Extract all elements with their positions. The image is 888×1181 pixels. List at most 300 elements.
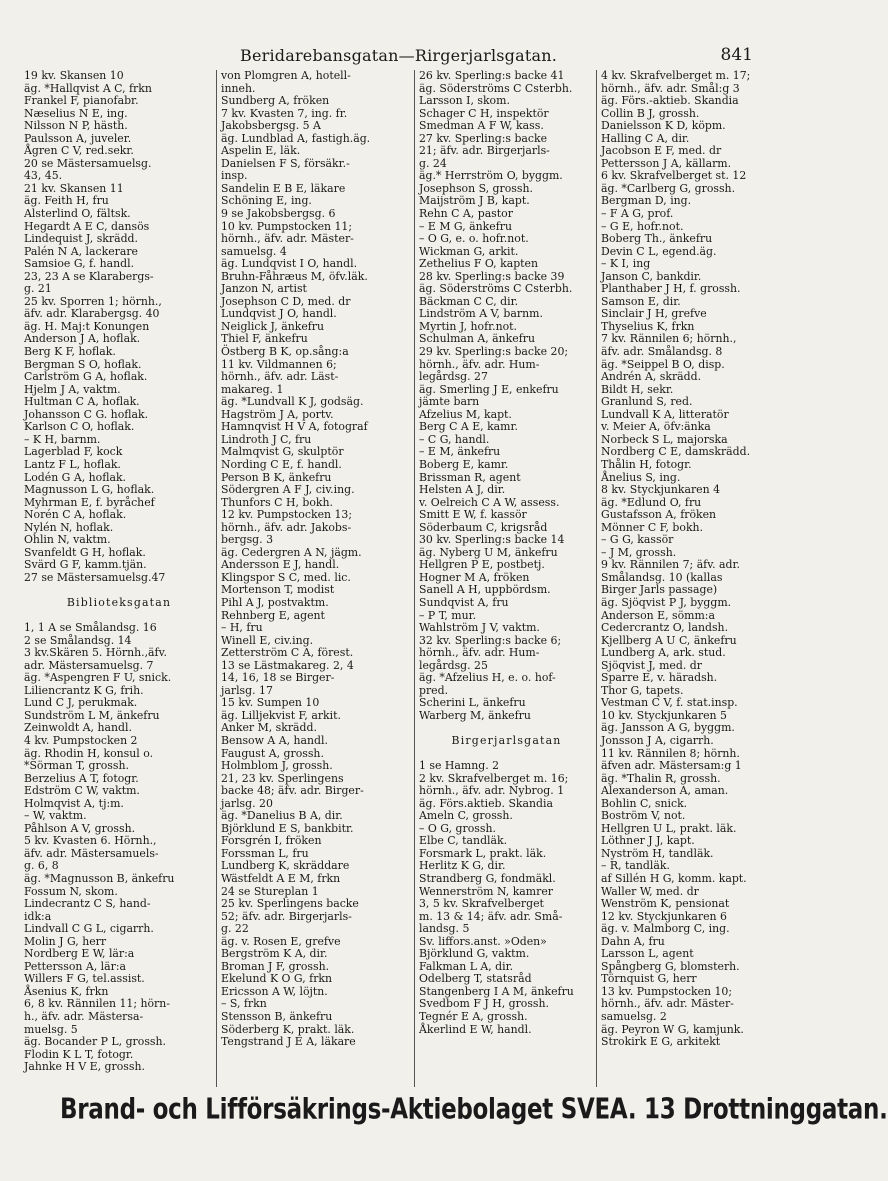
directory-entry: Spångberg G, blomsterh. <box>601 959 740 973</box>
directory-entry: Liliencrantz K G, frih. <box>24 683 144 697</box>
directory-entry: Bergman S O, hoflak. <box>24 357 142 371</box>
directory-entry: Nyström H, tandläk. <box>601 846 714 860</box>
directory-entry: m. 13 & 14; äfv. adr. Små- <box>419 909 563 923</box>
directory-entry: samuelsg. 4 <box>221 244 287 258</box>
directory-entry: 3 kv.Skären 5. Hörnh.,äfv. <box>24 646 167 660</box>
directory-entry: Bensow A A, handl. <box>221 733 328 747</box>
directory-entry: hörnh., äfv. adr. Läst- <box>221 370 339 384</box>
directory-entry: Holmqvist A, tj:m. <box>24 796 124 810</box>
directory-entry: hörnh., äfv. adr. Mäster- <box>601 997 734 1011</box>
directory-entry: Næselius N E, ing. <box>24 106 128 120</box>
directory-entry: Myhrman E, f. byråchef <box>24 495 155 509</box>
directory-entry: Waller W, med. dr <box>601 884 699 898</box>
directory-entry: 12 kv. Pumpstocken 13; <box>221 508 353 522</box>
directory-entry: Ameln C, grossh. <box>419 809 513 823</box>
directory-entry: Anderson J A, hoflak. <box>24 332 141 346</box>
directory-entry: 28 kv. Sperling:s backe 39 <box>419 269 565 283</box>
directory-entry: 21, 23 kv. Sperlingens <box>221 771 344 785</box>
directory-entry: 27 se Mästersamuelsg.47 <box>24 570 166 584</box>
directory-entry: Pettersson A, lär:a <box>24 959 127 973</box>
directory-entry: Ericsson A W, löjtn. <box>221 984 328 998</box>
directory-entry: äg. *Aspengren F U, snick. <box>24 671 172 685</box>
directory-entry: Karlson C O, hoflak. <box>24 420 135 434</box>
directory-entry: Jonsson J A, cigarrh. <box>601 733 714 747</box>
directory-entry: Halling C A, dir. <box>601 131 690 145</box>
directory-entry: 26 kv. Sperling:s backe 41 <box>419 69 565 82</box>
directory-entry: g. 22 <box>221 922 249 936</box>
directory-entry: äg. Lundblad A, fastigh.äg. <box>221 131 371 145</box>
directory-entry: Gustafsson A, fröken <box>601 508 717 522</box>
directory-entry: Alexanderson A, aman. <box>601 784 729 798</box>
directory-entry: Sanell A H, uppbördsm. <box>419 583 551 597</box>
directory-entry: 20 se Mästersamuelsg. <box>24 156 152 170</box>
directory-entry: Schöning E, ing. <box>221 194 312 208</box>
directory-entry: samuelsg. 2 <box>601 1010 667 1024</box>
directory-entry: 14, 16, 18 se Birger- <box>221 671 335 685</box>
directory-entry: 10 kv. Pumpstocken 11; <box>221 219 353 233</box>
directory-entry: *Sörman T, grossh. <box>24 759 129 773</box>
directory-entry: Mortenson T, modist <box>221 583 335 597</box>
directory-entry: Myrtin J, hofr.not. <box>419 319 517 333</box>
directory-entry: hörnh., äfv. adr. Hum- <box>419 357 540 371</box>
directory-entry: 25 kv. Sperlingens backe <box>221 897 359 911</box>
directory-entry: Hjelm J A, vaktm. <box>24 382 121 396</box>
directory-entry: äg. Feith H, fru <box>24 194 109 208</box>
directory-entry: Åkerlind E W, handl. <box>419 1022 532 1036</box>
directory-entry: Boberg Th., änkefru <box>601 232 713 246</box>
directory-entry: g. 24 <box>419 156 447 170</box>
directory-entry: 7 kv. Kvasten 7, ing. fr. <box>221 106 348 120</box>
directory-entry: Svedbom F J H, grossh. <box>419 997 550 1011</box>
directory-entry: – H, fru <box>221 621 263 635</box>
directory-entry: Wickman G, arkit. <box>419 244 519 258</box>
directory-entry: g. 21 <box>24 282 52 296</box>
directory-entry: Person B K, änkefru <box>221 470 332 484</box>
directory-entry: Sinclair J H, grefve <box>601 307 707 321</box>
directory-entry: Sandelin E B E, läkare <box>221 181 346 195</box>
directory-entry: – C G, handl. <box>419 432 490 446</box>
directory-entry: Smitt E W, f. kassör <box>419 508 527 522</box>
directory-entry: Andersson E J, handl. <box>221 558 340 572</box>
directory-entry: Zethelius F O, kapten <box>419 257 539 271</box>
directory-entry: g. 6, 8 <box>24 859 59 873</box>
directory-entry: Planthaber J H, f. grossh. <box>601 282 741 296</box>
directory-entry: Forsgrén I, fröken <box>221 834 322 848</box>
directory-entry: Winell E, civ.ing. <box>221 633 314 647</box>
directory-entry: Scherini L, änkefru <box>419 696 526 710</box>
directory-entry: äg. Sjöqvist P J, byggm. <box>601 595 732 609</box>
directory-entry: Bohlin C, snick. <box>601 796 688 810</box>
directory-entry: Bildt H, sekr. <box>601 382 674 396</box>
directory-entry: – F A G, prof. <box>601 207 674 221</box>
directory-entry: Josephson C D, med. dr <box>221 294 351 308</box>
directory-entry: Åsenius K, frkn <box>24 984 109 998</box>
directory-entry: Wenström K, pensionat <box>601 897 730 911</box>
directory-entry: Lindroth J C, fru <box>221 432 312 446</box>
directory-entry: Södergren A F J, civ.ing. <box>221 483 355 497</box>
directory-entry: Kjellberg A U C, änkefru <box>601 633 737 647</box>
directory-entry: h., äfv. adr. Mästersa- <box>24 1010 144 1024</box>
directory-entry: hörnh., äfv. adr. Mäster- <box>221 232 354 246</box>
directory-entry: Ånelius S, ing. <box>601 470 681 484</box>
directory-entry: 13 se Lästmakareg. 2, 4 <box>221 658 354 672</box>
directory-entry: Mönner C F, bokh. <box>601 520 704 534</box>
directory-entry: pred. <box>419 683 449 697</box>
directory-entry: Löthner J J, kapt. <box>601 834 695 848</box>
directory-entry: Forssman L, fru <box>221 846 309 860</box>
directory-entry: 6, 8 kv. Rännilen 11; hörn- <box>24 997 170 1011</box>
directory-entry: – R, tandläk. <box>601 859 670 873</box>
directory-entry: Odelberg T, statsråd <box>419 972 532 986</box>
directory-entry: äg. *Hallqvist A C, frkn <box>24 81 152 95</box>
directory-entry: Fossum N, skom. <box>24 884 118 898</box>
directory-entry: v. Oelreich C A W, assess. <box>419 495 560 509</box>
directory-entry: 29 kv. Sperling:s backe 20; <box>419 345 569 359</box>
directory-entry: – G G, kassör <box>601 533 674 547</box>
directory-entry: äg. Söderströms C Csterbh. <box>419 81 573 95</box>
directory-entry: Strandberg G, fondmäkl. <box>419 872 556 885</box>
directory-entry: Edström C W, vaktm. <box>24 784 140 798</box>
directory-entry: 23, 23 A se Klarabergs- <box>24 269 154 283</box>
directory-entry: – E M, änkefru <box>419 445 501 459</box>
directory-entry: Sundberg A, fröken <box>221 94 330 108</box>
directory-entry: Lundberg A, ark. stud. <box>601 646 726 660</box>
directory-entry: 21; äfv. adr. Birgerjarls- <box>419 144 550 158</box>
directory-entry: äg. Peyron W G, kamjunk. <box>601 1022 744 1036</box>
directory-entry: – E M G, änkefru <box>419 219 512 233</box>
directory-entry: 1 se Hamng. 2 <box>419 759 500 773</box>
directory-entry: Larsson I, skom. <box>419 94 510 108</box>
directory-entry: Sjöqvist J, med. dr <box>601 658 702 672</box>
directory-entry: Molin J G, herr <box>24 934 107 948</box>
directory-entry: Danielsson K D, köpm. <box>601 119 726 133</box>
directory-entry: 19 kv. Skansen 10 <box>24 69 124 82</box>
directory-entry: Frankel F, pianofabr. <box>24 94 139 108</box>
directory-entry: jarlsg. 17 <box>221 683 273 697</box>
directory-entry: Berg C A E, kamr. <box>419 420 518 434</box>
directory-entry: Berzelius A T, fotogr. <box>24 771 139 785</box>
directory-entry: 30 kv. Sperling:s backe 14 <box>419 533 565 547</box>
directory-entry: 2 se Smålandsg. 14 <box>24 633 132 647</box>
directory-entry: äg. *Danelius B A, dir. <box>221 809 343 823</box>
directory-entry: Nilsson N P, hästh. <box>24 119 128 133</box>
column-1 <box>20 70 216 1087</box>
directory-entry: Jakobsbergsg. 5 A <box>221 119 321 133</box>
directory-entry: Lantz F L, hoflak. <box>24 457 121 471</box>
directory-entry: 43, 45. <box>24 169 63 183</box>
advert-address: 13 Drottninggatan. <box>643 1094 888 1126</box>
directory-columns <box>20 70 780 1087</box>
directory-entry: äg. Förs.-aktieb. Skandia <box>601 94 739 108</box>
directory-entry: äg. Cedergren A N, jägm. <box>221 545 362 559</box>
directory-entry: Johansson C G. hoflak. <box>24 407 149 421</box>
directory-entry: 12 kv. Styckjunkaren 6 <box>601 909 727 923</box>
directory-entry: Tengstrand J E A, läkare <box>221 1035 356 1049</box>
directory-entry: Lundberg K, skräddare <box>221 859 350 873</box>
page-number: 841 <box>720 45 753 65</box>
directory-entry: Sundström L M, änkefru <box>24 708 160 722</box>
directory-entry: äg. Rhodin H, konsul o. <box>24 746 154 760</box>
directory-entry: Boberg E, kamr. <box>419 457 509 471</box>
directory-entry: Söderberg K, prakt. läk. <box>221 1022 355 1036</box>
directory-entry: Andrén A, skrädd. <box>601 370 702 384</box>
directory-entry: Flodin K L T, fotogr. <box>24 1047 134 1061</box>
directory-entry: 4 kv. Pumpstocken 2 <box>24 733 138 747</box>
footer-advertisement <box>60 1094 888 1126</box>
directory-entry: Hellgren U L, prakt. läk. <box>601 821 737 835</box>
directory-entry: 11 kv. Rännilen 8; hörnh. <box>601 746 740 760</box>
directory-entry: Samson E, dir. <box>601 294 681 308</box>
running-title: Beridarebansgatan—Rirgerjarlsgatan. <box>239 46 558 65</box>
directory-entry: backe 48; äfv. adr. Birger- <box>221 784 364 798</box>
directory-entry: Paulsson A, juveler. <box>24 131 132 145</box>
directory-entry: Nording C E, f. handl. <box>221 457 342 471</box>
directory-entry: Lindecrantz C S, hand- <box>24 897 151 911</box>
column-2 <box>216 70 414 1087</box>
directory-entry: äg. *Edlund O, fru <box>601 495 702 509</box>
directory-entry: Sundqvist A, fru <box>419 595 509 609</box>
directory-entry: äg. *Thalin R, grossh. <box>601 771 721 785</box>
directory-entry: – S, frkn <box>221 997 267 1011</box>
directory-entry: Zetterström C A, förest. <box>221 646 354 660</box>
directory-entry: jarlsg. 20 <box>221 796 273 810</box>
directory-entry: – K I, ing <box>601 257 651 271</box>
directory-entry: äg. v. Malmborg C, ing. <box>601 922 730 936</box>
directory-entry: von Plomgren A, hotell- <box>221 69 351 82</box>
directory-entry: Ågren C V, red.sekr. <box>24 144 134 158</box>
directory-entry: Stensson B, änkefru <box>221 1010 333 1024</box>
directory-entry: Jahnke H V E, grossh. <box>24 1060 145 1074</box>
directory-entry: Neiglick J, änkefru <box>221 319 325 333</box>
directory-entry: 8 kv. Styckjunkaren 4 <box>601 483 721 497</box>
directory-entry: 3, 5 kv. Skrafvelberget <box>419 897 544 911</box>
directory-entry: Lagerblad F, kock <box>24 445 123 459</box>
directory-entry: Hellgren P E, postbetj. <box>419 558 545 572</box>
directory-entry: – P T, mur. <box>419 608 477 622</box>
directory-entry: idk:a <box>24 909 52 923</box>
directory-entry: Stangenberg I A M, änkefru <box>419 984 574 998</box>
directory-entry: Törnquist G, herr <box>601 972 697 986</box>
directory-entry: Thiel F, änkefru <box>221 332 308 346</box>
directory-entry: äfv. adr. Smålandsg. 8 <box>601 345 723 359</box>
directory-entry: Magnusson L G, hoflak. <box>24 483 155 497</box>
directory-entry: Strokirk E G, arkitekt <box>601 1035 721 1049</box>
directory-entry: 10 kv. Styckjunkaren 5 <box>601 708 727 722</box>
directory-entry: äg. Nyberg U M, änkefru <box>419 545 558 559</box>
directory-entry: Björklund G, vaktm. <box>419 947 530 961</box>
directory-entry: Forsmark L, prakt. läk. <box>419 846 547 860</box>
advert-company: Brand- och Lifförsäkrings-Aktiebolaget SVEA. <box>60 1094 637 1126</box>
directory-entry: Holmblom J, grossh. <box>221 759 333 773</box>
directory-entry: Palén N A, lackerare <box>24 244 138 258</box>
directory-entry: muelsg. 5 <box>24 1022 78 1036</box>
directory-entry: äg. Lilljekvist F, arkit. <box>221 708 341 722</box>
directory-entry: äg.* Herrström O, byggm. <box>419 169 563 183</box>
directory-entry: Carlström G A, hoflak. <box>24 370 148 384</box>
directory-entry: äg. *Lundvall K J, godsäg. <box>221 395 364 409</box>
directory-entry: Hegardt A E C, dansös <box>24 219 150 233</box>
directory-entry: Willers F G, tel.assist. <box>24 972 145 986</box>
directory-entry: inneh. <box>221 81 256 95</box>
directory-entry: – K H, barnm. <box>24 432 101 446</box>
directory-entry: Lodén G A, hoflak. <box>24 470 127 484</box>
directory-entry: 4 kv. Skrafvelberget m. 17; <box>601 69 751 82</box>
directory-entry: Svanfeldt G H, hoflak. <box>24 545 146 559</box>
section-heading: Birgerjarlsgatan <box>451 733 562 747</box>
directory-entry: Norbeck S L, majorska <box>601 432 728 446</box>
directory-entry: äg. Jansson A G, byggm. <box>601 721 735 735</box>
directory-entry: 2 kv. Skrafvelberget m. 16; <box>419 771 569 785</box>
directory-entry: Lund C J, perukmak. <box>24 696 138 710</box>
directory-entry: Josephson S, grossh. <box>419 181 533 195</box>
directory-entry: – J M, grossh. <box>601 545 677 559</box>
directory-entry: Danielsen F S, försäkr.- <box>221 156 350 170</box>
directory-entry: äg. *Afzelius H, e. o. hof- <box>419 671 556 685</box>
directory-entry: Janzon N, artist <box>221 282 307 296</box>
directory-entry: Pettersson J A, källarm. <box>601 156 732 170</box>
directory-entry: äg. *Seippel B O, disp. <box>601 357 725 371</box>
directory-entry: v. Meier A, öfv:änka <box>601 420 711 434</box>
directory-entry: Falkman L A, dir. <box>419 959 514 973</box>
directory-entry: Nylén N, hoflak. <box>24 520 114 534</box>
directory-entry: 7 kv. Rännilen 6; hörnh., <box>601 332 737 346</box>
directory-entry: Sv. liffors.anst. »Oden» <box>419 934 547 948</box>
directory-entry: Maijström J B, kapt. <box>419 194 530 208</box>
directory-entry: Svärd G F, kamm.tjän. <box>24 558 147 572</box>
directory-entry: Warberg M, änkefru <box>419 708 531 722</box>
directory-entry: 27 kv. Sperling:s backe <box>419 131 548 145</box>
directory-entry: Schager C H, inspektör <box>419 106 549 120</box>
directory-entry: äg. Lundqvist I O, handl. <box>221 257 358 271</box>
directory-entry: Thunfors C H, bokh. <box>221 495 333 509</box>
directory-entry: Zeinwoldt A, handl. <box>24 721 132 735</box>
directory-entry: Jacobson E F, med. dr <box>601 144 722 158</box>
directory-entry: Ekelund K O G, frkn <box>221 972 333 986</box>
directory-entry: af Sillén H G, komm. kapt. <box>601 872 747 885</box>
directory-entry: Wahlström J V, vaktm. <box>419 621 540 635</box>
directory-entry: äg. Söderströms C Csterbh. <box>419 282 573 296</box>
directory-entry: Herlitz K G, dir. <box>419 859 506 873</box>
directory-entry: 6 kv. Skrafvelberget st. 12 <box>601 169 747 183</box>
directory-entry: Boström V, not. <box>601 809 686 823</box>
column-3 <box>414 70 596 1087</box>
directory-entry: Nordberg E W, lär:a <box>24 947 135 961</box>
directory-entry: äg. H. Maj:t Konungen <box>24 319 150 333</box>
directory-entry: legårdsg. 25 <box>419 658 488 672</box>
directory-entry: Klingspor S C, med. lic. <box>221 570 351 584</box>
directory-entry: 5 kv. Kvasten 6. Hörnh., <box>24 834 157 848</box>
directory-entry: Nordberg C E, damskrädd. <box>601 445 751 459</box>
directory-entry: Thor G, tapets. <box>601 683 684 697</box>
directory-entry: Bergman D, ing. <box>601 194 692 208</box>
directory-entry: Afzelius M, kapt. <box>419 407 512 421</box>
page-header <box>0 46 797 66</box>
directory-entry: – W, vaktm. <box>24 809 87 823</box>
directory-entry: Faugust A, grossh. <box>221 746 324 760</box>
directory-entry: Wästfeldt A E M, frkn <box>221 872 341 885</box>
directory-entry: Thyselius K, frkn <box>601 319 695 333</box>
directory-entry: Birger Jarls passage) <box>601 583 718 597</box>
directory-entry: bergsg. 3 <box>221 533 274 547</box>
directory-entry: Vestman C V, f. stat.insp. <box>601 696 738 710</box>
directory-entry: Påhlson A V, grossh. <box>24 821 136 835</box>
directory-entry: Lindström A V, barnm. <box>419 307 543 321</box>
directory-entry: Hogner M A, fröken <box>419 570 530 584</box>
directory-entry: Schulman A, änkefru <box>419 332 535 346</box>
directory-entry: Rehn C A, pastor <box>419 207 513 221</box>
directory-entry: jämte barn <box>419 395 480 409</box>
directory-entry: Collin B J, grossh. <box>601 106 700 120</box>
directory-entry: Söderbaum C, krigsråd <box>419 520 548 534</box>
directory-entry: Samsioe G, f. handl. <box>24 257 135 271</box>
directory-entry: Aspelin E, läk. <box>221 144 301 158</box>
directory-entry: Lindequist J, skrädd. <box>24 232 138 246</box>
directory-entry: 52; äfv. adr. Birgerjarls- <box>221 909 352 923</box>
directory-entry: Hamnqvist H V A, fotograf <box>221 420 368 434</box>
directory-entry: 21 kv. Skansen 11 <box>24 181 124 195</box>
directory-entry: Rehnberg E, agent <box>221 608 325 622</box>
directory-entry: makareg. 1 <box>221 382 284 396</box>
directory-entry: – G E, hofr.not. <box>601 219 684 233</box>
directory-entry: Hagström J A, portv. <box>221 407 334 421</box>
directory-entry: Smedman A F W, kass. <box>419 119 544 133</box>
directory-entry: – O G, grossh. <box>419 821 496 835</box>
directory-entry: Malmqvist G, skulptör <box>221 445 344 459</box>
directory-entry: äg. Förs.aktieb. Skandia <box>419 796 553 810</box>
directory-entry: 1, 1 A se Smålandsg. 16 <box>24 621 157 635</box>
directory-entry: Broman J F, grossh. <box>221 959 330 973</box>
directory-entry: Lindvall C G L, cigarrh. <box>24 922 154 936</box>
directory-entry: Anker M, skrädd. <box>221 721 317 735</box>
directory-entry: Tegnér E A, grossh. <box>419 1010 528 1024</box>
directory-entry: Smålandsg. 10 (kallas <box>601 570 723 584</box>
directory-entry: äfv. adr. Mästersamuels- <box>24 846 159 860</box>
directory-entry: insp. <box>221 169 248 183</box>
directory-entry: Hultman C A, hoflak. <box>24 395 140 409</box>
directory-entry: äg. Smerling J E, enkefru <box>419 382 559 396</box>
directory-entry: Alsterlind O, fältsk. <box>24 207 131 221</box>
directory-entry: hörnh., äfv. adr. Jakobs- <box>221 520 352 534</box>
directory-entry: Wennerström N, kamrer <box>419 884 553 898</box>
directory-entry: Granlund S, red. <box>601 395 693 409</box>
directory-entry: Anderson E, sömm:a <box>601 608 715 622</box>
directory-entry: äg. v. Rosen E, grefve <box>221 934 341 948</box>
directory-entry: Pihl A J, postvaktm. <box>221 595 329 609</box>
directory-entry: Norén C A, hoflak. <box>24 508 127 522</box>
directory-entry: hörnh., äfv. adr. Smål:g 3 <box>601 81 740 95</box>
directory-entry: Berg K F, hoflak. <box>24 345 116 359</box>
directory-entry: Elbe C, tandläk. <box>419 834 508 848</box>
directory-entry: Lundvall K A, litteratör <box>601 407 729 421</box>
directory-entry: 9 kv. Rännilen 7; äfv. adr. <box>601 558 740 572</box>
directory-entry: äfv. adr. Klarabergsg. 40 <box>24 307 160 321</box>
directory-entry: Bäckman C C, dir. <box>419 294 519 308</box>
directory-entry: Bruhn-Fåhræus M, öfv.läk. <box>221 269 368 283</box>
section-heading: Biblioteksgatan <box>66 595 172 609</box>
directory-entry: äg. *Carlberg G, grossh. <box>601 181 736 195</box>
directory-entry: landsg. 5 <box>419 922 470 936</box>
directory-entry: Devin C L, egend.äg. <box>601 244 717 258</box>
directory-entry: Ohlin N, vaktm. <box>24 533 111 547</box>
directory-entry: Bergström K A, dir. <box>221 947 328 961</box>
directory-entry: 24 se Stureplan 1 <box>221 884 319 898</box>
directory-entry: Thålin H, fotogr. <box>601 457 692 471</box>
directory-entry: legårdsg. 27 <box>419 370 488 384</box>
directory-entry: hörnh., äfv. adr. Hum- <box>419 646 540 660</box>
directory-entry: äfven adr. Mästersam:g 1 <box>601 759 742 773</box>
directory-entry: 9 se Jakobsbergsg. 6 <box>221 207 336 221</box>
directory-entry: Brissman R, agent <box>419 470 521 484</box>
